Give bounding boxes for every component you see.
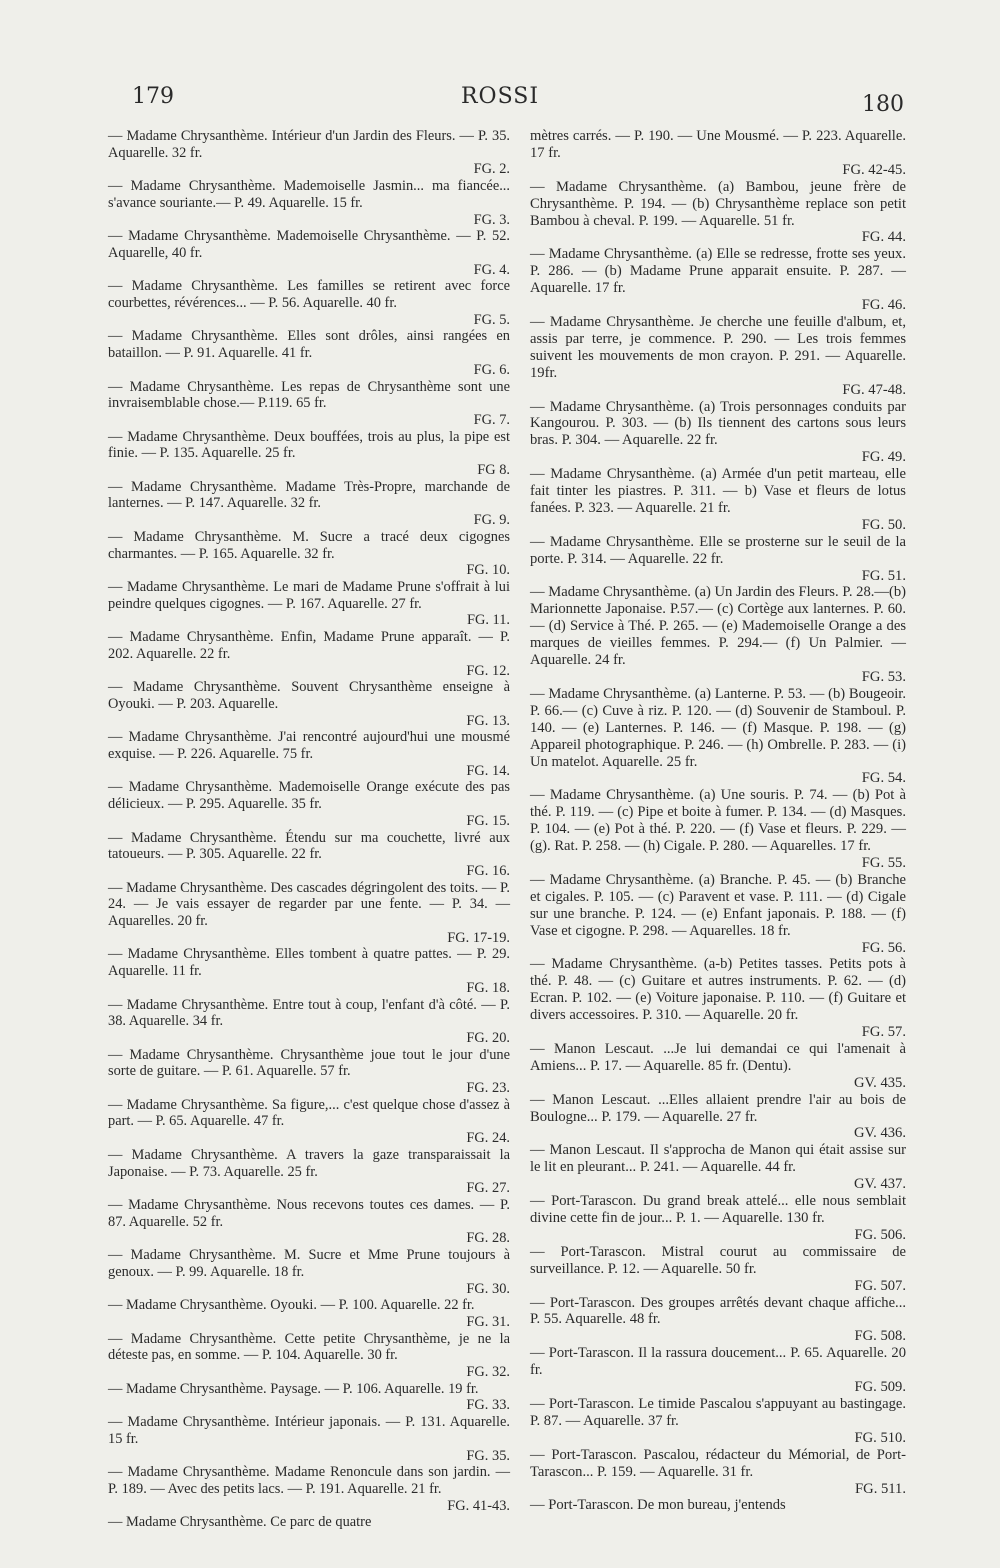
- catalog-entry: [108, 997, 510, 1047]
- catalog-entry: [530, 686, 906, 787]
- running-title: ROSSI: [460, 84, 540, 109]
- entry-reference: FG. 42-45.: [842, 161, 906, 178]
- catalog-entry: [108, 1247, 510, 1297]
- catalog-entry: [108, 128, 510, 178]
- right-column: [530, 128, 906, 1514]
- catalog-entry: [108, 579, 510, 629]
- catalog-entry: [108, 946, 510, 996]
- entry-text: — Madame Chrysanthème. Mademoiselle Chrysanthème. — P. 52. Aquarelle, 40 fr.: [108, 228, 510, 261]
- catalog-entry: [530, 246, 906, 314]
- catalog-entry: [530, 466, 906, 534]
- entry-text: — Madame Chrysanthème. Intérieur d'un Jardin des Fleurs. — P. 35. Aquarelle. 32 fr.: [108, 128, 510, 161]
- catalog-entry: [108, 1197, 510, 1247]
- left-column: [108, 128, 510, 1531]
- entry-reference: FG. 510.: [854, 1429, 906, 1446]
- catalog-entry: [108, 1147, 510, 1197]
- catalog-entry: [108, 830, 510, 880]
- entry-reference: FG. 17-19.: [447, 929, 510, 946]
- catalog-entry: [530, 534, 906, 585]
- catalog-entry: [530, 1396, 906, 1447]
- entry-reference: FG. 508.: [854, 1328, 906, 1345]
- catalog-entry: [108, 1381, 510, 1414]
- entry-reference: FG. 12.: [466, 662, 510, 679]
- catalog-entry: [530, 1193, 906, 1244]
- entry-text: — Madame Chrysanthème. Mademoiselle Orange exécute des pas délicieux. — P. 295. Aquarelle. 35 fr.: [108, 779, 510, 813]
- entry-reference: FG. 27.: [466, 1180, 510, 1197]
- entry-text: — Madame Chrysanthème. Enfin, Madame Prune apparaît. — P. 202. Aquarelle. 22 fr.: [108, 629, 510, 662]
- entry-text: — Madame Chrysanthème. Cette petite Chrysanthème, je ne la déteste pas, en somme. — P. 104. Aquarelle. 30 fr.: [108, 1330, 510, 1364]
- entry-reference: FG. 51.: [861, 567, 906, 584]
- page-header: [0, 84, 1000, 124]
- entry-text: — Madame Chrysanthème. Paysage. — P. 106. Aquarelle. 19 fr.: [108, 1380, 479, 1397]
- entry-text: — Madame Chrysanthème. Oyouki. — P. 100. Aquarelle. 22 fr.: [108, 1297, 475, 1314]
- catalog-entry: [530, 956, 906, 1041]
- entry-reference: FG. 2.: [473, 161, 510, 178]
- entry-reference: GV. 436.: [853, 1125, 906, 1142]
- entry-reference: FG. 16.: [466, 862, 510, 879]
- entry-reference: FG. 507.: [854, 1277, 906, 1294]
- entry-reference: FG. 509.: [854, 1379, 906, 1396]
- entry-text: — Madame Chrysanthème. Chrysanthème joue tout le jour d'une sorte de guitare. — P. 61. Aquarelle. 57 fr.: [108, 1046, 510, 1080]
- entry-reference: FG. 15.: [466, 812, 510, 829]
- catalog-entry: [108, 529, 510, 579]
- entry-text: — Madame Chrysanthème. (a) Bambou, jeune frère de Chrysanthème. P. 194. — (b) Chrysanthème replace son petit Bambou à cheval. P. 199. — Aquarelle. 51 fr.: [530, 178, 906, 229]
- catalog-entry: [530, 1092, 906, 1143]
- entry-reference: FG. 18.: [466, 979, 510, 996]
- entry-reference: FG. 23.: [466, 1080, 510, 1097]
- entry-text: — Port-Tarascon. Pascalou, rédacteur du Mémorial, de Port-Tarascon... P. 159. — Aquarelle. 31 fr.: [530, 1446, 906, 1480]
- entry-reference: FG. 54.: [861, 770, 906, 787]
- entry-text: — Madame Chrysanthème. (a) Elle se redresse, frotte ses yeux. P. 286. — (b) Madame Prune apparait ensuite. P. 287. — Aquarelle. 17 fr.: [530, 246, 906, 297]
- entry-reference: FG. 50.: [861, 516, 906, 533]
- entry-reference: FG. 4.: [473, 261, 510, 278]
- catalog-entry: [530, 399, 906, 467]
- catalog-entry: [530, 1295, 906, 1346]
- entry-reference: GV. 437.: [853, 1176, 906, 1193]
- entry-text: — Madame Chrysanthème. Mademoiselle Jasmin... ma fiancée... s'avance souriante.— P. 49. Aquarelle. 15 fr.: [108, 178, 510, 211]
- catalog-entry: [108, 328, 510, 378]
- entry-text: — Madame Chrysanthème. (a) Armée d'un petit marteau, elle fait tinter les piastres. P. 311. — b) Vase et fleurs de lotus fanées. P. 323. — Aquarelle. 21 fr.: [530, 466, 906, 516]
- entry-text: — Madame Chrysanthème. (a) Un Jardin des Fleurs. P. 28.—(b) Marionnette Japonaise. P.57.— (c) Cortège aux lanternes. P. 60. — (d) Service à Thé. P. 265. — (e) Mademoiselle Orange a des marques de vieilles femmes. P. 294.— (f) Un Palmier. — Aquarelle. 24 fr.: [530, 584, 906, 669]
- catalog-entry: [108, 1297, 510, 1330]
- entry-reference: FG. 41-43.: [447, 1497, 510, 1514]
- catalog-entry: [108, 379, 510, 429]
- catalog-entry: [530, 1447, 906, 1498]
- entry-text: — Madame Chrysanthème. Nous recevons toutes ces dames. — P. 87. Aquarelle. 52 fr.: [108, 1197, 510, 1230]
- entry-reference: FG. 49.: [861, 449, 906, 466]
- left-page-number: 179: [132, 84, 174, 109]
- entry-text: — Madame Chrysanthème. Les familles se retirent avec force courbettes, révérences... — P. 56. Aquarelle. 40 fr.: [108, 278, 510, 312]
- entry-reference: FG. 511.: [855, 1480, 906, 1497]
- entry-text: — Madame Chrysanthème. (a) Branche. P. 45. — (b) Branche et cigales. P. 105. — (c) Paravent et vase. P. 111. — (d) Cigale sur une branche. P. 124. — (e) Enfant japonais. P. 188. — (f) Vase et cigogne. P. 298. — Aquarelles. 18 fr.: [530, 871, 906, 939]
- entry-text: — Madame Chrysanthème. (a) Une souris. P. 74. — (b) Pot à thé. P. 119. — (c) Pipe et boite à fumer. P. 134. — (d) Masques. P. 104. — (e) Pot à thé. P. 220. — (f) Vase et fleurs. P. 229. — (g). Rat. P. 258. — (h) Cigale. P. 280. — Aquarelles. 17 fr.: [530, 787, 906, 855]
- entry-text: — Port-Tarascon. Le timide Pascalou s'appuyant au bastingage. P. 87. — Aquarelle. 37 fr.: [530, 1395, 906, 1429]
- catalog-entry: [108, 1047, 510, 1097]
- entry-text: — Madame Chrysanthème. Elles tombent à quatre pattes. — P. 29. Aquarelle. 11 fr.: [108, 946, 510, 980]
- entry-reference: FG. 55.: [861, 854, 906, 871]
- catalog-entry: [108, 429, 510, 479]
- entry-reference: FG. 33.: [466, 1397, 510, 1414]
- catalog-entry: [108, 178, 510, 228]
- right-page-number: 180: [862, 92, 904, 117]
- entry-text: — Madame Chrysanthème. Intérieur japonais. — P. 131. Aquarelle. 15 fr.: [108, 1414, 510, 1447]
- entry-text: — Manon Lescaut. ...Elles allaient prendre l'air au bois de Boulogne... P. 179. — Aquarelle. 27 fr.: [530, 1091, 906, 1125]
- entry-reference: FG 8.: [477, 462, 510, 479]
- catalog-entry: [108, 729, 510, 779]
- entry-text: — Port-Tarascon. Du grand break attelé... elle nous semblait divine cette fin de jour... P. 1. — Aquarelle. 130 fr.: [530, 1193, 906, 1226]
- entry-reference: FG. 506.: [854, 1226, 906, 1243]
- entry-text: — Madame Chrysanthème. Elles sont drôles, ainsi rangées en bataillon. — P. 91. Aquarelle. 41 fr.: [108, 328, 510, 362]
- catalog-entry: [108, 479, 510, 529]
- entry-reference: FG. 14.: [466, 762, 510, 779]
- entry-text: — Port-Tarascon. Il la rassura doucement... P. 65. Aquarelle. 20 fr.: [530, 1345, 906, 1379]
- entry-text: — Madame Chrysanthème. Les repas de Chrysanthème sont une invraisemblable chose.— P.119. 65 fr.: [108, 378, 510, 412]
- catalog-entry: [108, 1097, 510, 1147]
- catalog-entry: [530, 1244, 906, 1295]
- catalog-entry: [530, 314, 906, 399]
- entry-reference: FG. 31.: [466, 1313, 510, 1330]
- entry-text: — Madame Chrysanthème. Madame Très-Propre, marchande de lanternes. — P. 147. Aquarelle. 32 fr.: [108, 478, 510, 512]
- entry-text: — Madame Chrysanthème. Elle se prosterne sur le seuil de la porte. P. 314. — Aquarelle. 22 fr.: [530, 533, 906, 567]
- catalog-entry: [530, 128, 906, 179]
- entry-text: — Madame Chrysanthème. (a) Trois personnages conduits par Kangourou. P. 303. — (b) Ils tiennent des cartons sous leurs bras. P. 304. — Aquarelle. 22 fr.: [530, 398, 906, 449]
- entry-text: — Madame Chrysanthème. M. Sucre et Mme Prune toujours à genoux. — P. 99. Aquarelle. 18 fr.: [108, 1247, 510, 1280]
- entry-reference: FG. 35.: [466, 1447, 510, 1464]
- entry-text: — Madame Chrysanthème. Des cascades dégringolent des toits. — P. 24. — Je vais essayer de regarder par une fente. — P. 34. — Aquarelles. 20 fr.: [108, 879, 510, 930]
- entry-reference: FG. 5.: [473, 311, 510, 328]
- catalog-entry: [108, 629, 510, 679]
- entry-text: — Madame Chrysanthème. Deux bouffées, trois au plus, la pipe est finie. — P. 135. Aquarelle. 25 fr.: [108, 428, 510, 462]
- entry-text: — Madame Chrysanthème. M. Sucre a tracé deux cigognes charmantes. — P. 165. Aquarelle. 32 fr.: [108, 528, 510, 562]
- entry-reference: FG. 3.: [473, 211, 510, 228]
- entry-reference: FG. 56.: [861, 939, 906, 956]
- entry-text: — Port-Tarascon. De mon bureau, j'entends: [530, 1497, 786, 1514]
- catalog-entry: [108, 679, 510, 729]
- catalog-entry: [108, 1464, 510, 1514]
- entry-reference: FG. 47-48.: [842, 381, 906, 398]
- entry-text: — Madame Chrysanthème. Étendu sur ma couchette, livré aux tatoueurs. — P. 305. Aquarelle. 22 fr.: [108, 829, 510, 863]
- entry-reference: FG. 13.: [466, 712, 510, 729]
- entry-reference: FG. 46.: [861, 297, 906, 314]
- catalog-entry: [108, 228, 510, 278]
- entry-text: — Madame Chrysanthème. Madame Renoncule dans son jardin. — P. 189. — Avec des petits lacs. — P. 191. Aquarelle. 21 fr.: [108, 1464, 510, 1497]
- catalog-entry: [530, 787, 906, 872]
- entry-text: — Madame Chrysanthème. Ce parc de quatre: [108, 1514, 372, 1531]
- catalog-entry: [108, 1331, 510, 1381]
- catalog-entry: [530, 584, 906, 685]
- entry-reference: FG. 30.: [466, 1280, 510, 1297]
- entry-text: — Madame Chrysanthème. A travers la gaze transparaissait la Japonaise. — P. 73. Aquarelle. 25 fr.: [108, 1146, 510, 1180]
- catalog-entry: [108, 278, 510, 328]
- entry-text: — Manon Lescaut. ...Je lui demandai ce qui l'amenait à Amiens... P. 17. — Aquarelle. 85 fr. (Dentu).: [530, 1040, 906, 1074]
- entry-reference: FG. 57.: [861, 1024, 906, 1041]
- catalog-entry: [530, 872, 906, 957]
- catalog-entry: [108, 779, 510, 829]
- entry-reference: FG. 10.: [466, 562, 510, 579]
- entry-reference: FG. 53.: [861, 669, 906, 685]
- entry-text: — Port-Tarascon. Mistral courut au commissaire de surveillance. P. 12. — Aquarelle. 50 fr.: [530, 1243, 906, 1277]
- entry-text: — Madame Chrysanthème. Entre tout à coup, l'enfant d'à côté. — P. 38. Aquarelle. 34 fr.: [108, 996, 510, 1030]
- entry-reference: FG. 11.: [466, 612, 510, 629]
- catalog-entry: [108, 1414, 510, 1464]
- entry-text: — Madame Chrysanthème. J'ai rencontré aujourd'hui une mousmé exquise. — P. 226. Aquarelle. 75 fr.: [108, 729, 510, 763]
- entry-text: — Madame Chrysanthème. Souvent Chrysanthème enseigne à Oyouki. — P. 203. Aquarelle.: [108, 679, 510, 712]
- entry-reference: FG. 6.: [473, 361, 510, 378]
- entry-text: — Madame Chrysanthème. Je cherche une feuille d'album, et, assis par terre, je commence. P. 290. — Les trois femmes suivent les mouvements de mon crayon. P. 291. — Aquarelle. 19fr.: [530, 313, 906, 381]
- entry-reference: FG. 24.: [466, 1130, 510, 1147]
- entry-text: — Madame Chrysanthème. (a) Lanterne. P. 53. — (b) Bougeoir. P. 66.— (c) Cuve à riz. P. 120. — (d) Souvenir de Stamboul. P. 140. — (e) Lanternes. P. 146. — (f) Masque. P. 198. — (g) Appareil photographique. P. 246. — (h) Ombrelle. P. 283. — (i) Un matelot. Aquarelle. 25 fr.: [530, 685, 906, 770]
- entry-reference: FG. 9.: [473, 512, 510, 529]
- catalog-entry: [530, 1142, 906, 1193]
- catalog-entry: [530, 1345, 906, 1396]
- entry-reference: FG. 28.: [466, 1230, 510, 1247]
- catalog-entry: [530, 1041, 906, 1092]
- entry-text: mètres carrés. — P. 190. — Une Mousmé. — P. 223. Aquarelle. 17 fr.: [530, 128, 906, 161]
- entry-reference: FG. 32.: [466, 1364, 510, 1381]
- entry-reference: FG. 20.: [466, 1029, 510, 1046]
- catalog-entry: [108, 1514, 510, 1531]
- catalog-entry: [108, 880, 510, 947]
- entry-reference: FG. 7.: [473, 411, 510, 428]
- entry-text: — Manon Lescaut. Il s'approcha de Manon qui était assise sur le lit en pleurant... P. 241. — Aquarelle. 44 fr.: [530, 1142, 906, 1176]
- entry-text: — Port-Tarascon. Des groupes arrêtés devant chaque affiche... P. 55. Aquarelle. 48 fr.: [530, 1294, 906, 1328]
- catalog-entry: [530, 1497, 906, 1514]
- entry-reference: FG. 44.: [861, 229, 906, 246]
- catalog-entry: [530, 179, 906, 247]
- entry-reference: GV. 435.: [853, 1074, 906, 1091]
- entry-text: — Madame Chrysanthème. Sa figure,... c'est quelque chose d'assez à part. — P. 65. Aquarelle. 47 fr.: [108, 1096, 510, 1130]
- entry-text: — Madame Chrysanthème. (a-b) Petites tasses. Petits pots à thé. P. 48. — (c) Guitare et autres instruments. P. 62. — (d) Ecran. P. 102. — (e) Voiture japonaise. P. 110. — (f) Guitare et divers accessoires. P. 310. — Aquarelle. 20 fr.: [530, 956, 906, 1024]
- entry-text: — Madame Chrysanthème. Le mari de Madame Prune s'offrait à lui peindre quelques cigognes. — P. 167. Aquarelle. 27 fr.: [108, 578, 510, 612]
